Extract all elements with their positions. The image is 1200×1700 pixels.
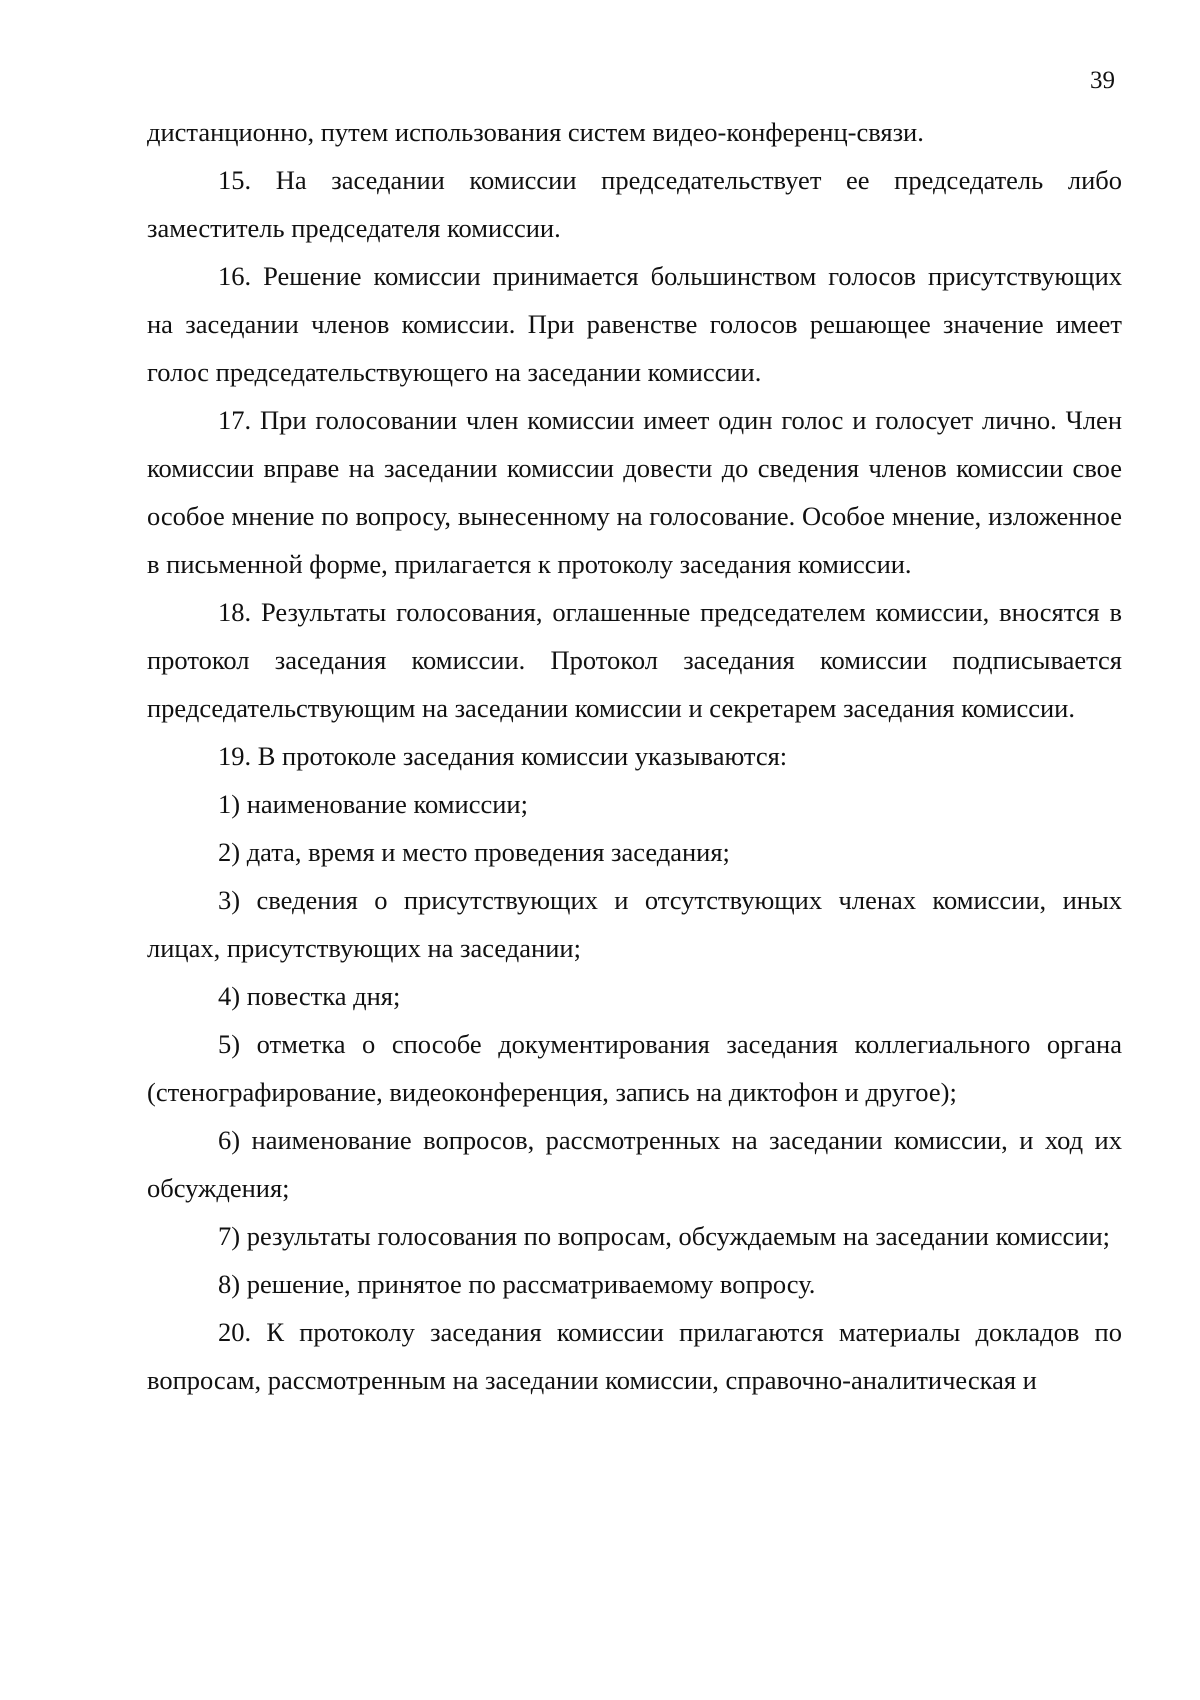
paragraph-20: 20. К протоколу заседания комиссии прилагаются материалы докладов по вопросам, рассмотренным на заседании комиссии, справочно-аналитическая и bbox=[147, 1317, 1122, 1395]
list-item-1: 1) наименование комиссии; bbox=[218, 789, 528, 819]
paragraph-16: 16. Решение комиссии принимается большинством голосов присутствующих на заседании членов комиссии. При равенстве голосов решающее значение имеет голос председательствующего на заседании комиссии. bbox=[147, 261, 1122, 387]
list-item-6: 6) наименование вопросов, рассмотренных на заседании комиссии, и ход их обсуждения; bbox=[147, 1125, 1122, 1203]
paragraph-continuation: дистанционно, путем использования систем видео-конференц-связи. bbox=[147, 117, 924, 147]
list-item-7: 7) результаты голосования по вопросам, обсуждаемым на заседании комиссии; bbox=[218, 1221, 1111, 1251]
paragraph-17: 17. При голосовании член комиссии имеет один голос и голосует лично. Член комиссии вправе на заседании комиссии довести до сведения членов комиссии свое особое мнение по вопросу, вынесенному на голосование. Особое мнение, изложенное в письменной форме, прилагается к протоколу заседания комиссии. bbox=[147, 405, 1122, 579]
list-item-5: 5) отметка о способе документирования заседания коллегиального органа (стенографирование, видеоконференция, запись на диктофон и другое); bbox=[147, 1029, 1122, 1107]
page-number: 39 bbox=[1090, 67, 1115, 94]
paragraph-18: 18. Результаты голосования, оглашенные председателем комиссии, вносятся в протокол заседания комиссии. Протокол заседания комиссии подписывается председательствующим на заседании комиссии и секретарем заседания комиссии. bbox=[147, 597, 1122, 723]
list-item-3: 3) сведения о присутствующих и отсутствующих членах комиссии, иных лицах, присутствующих на заседании; bbox=[147, 885, 1122, 963]
paragraph-19: 19. В протоколе заседания комиссии указываются: bbox=[218, 741, 788, 771]
list-item-2: 2) дата, время и место проведения заседания; bbox=[218, 837, 730, 867]
list-item-4: 4) повестка дня; bbox=[218, 981, 401, 1011]
list-item-8: 8) решение, принятое по рассматриваемому вопросу. bbox=[218, 1269, 816, 1299]
document-body bbox=[147, 108, 1122, 1404]
paragraph-15: 15. На заседании комиссии председательствует ее председатель либо заместитель председателя комиссии. bbox=[147, 165, 1122, 243]
